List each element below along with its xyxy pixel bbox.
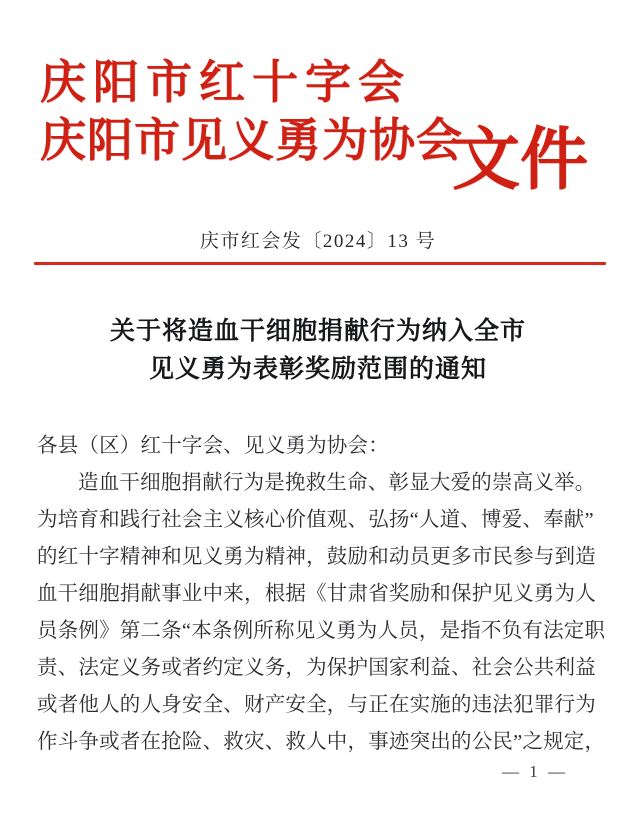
body-line: 或者他人的人身安全、财产安全，与正在实施的违法犯罪行为 — [37, 694, 596, 716]
letterhead-org-line-1: 庆阳市红十字会 — [40, 57, 411, 108]
title-line-2: 见义勇为表彰奖励范围的通知 — [148, 356, 487, 383]
body-line: 血干细胞捐献事业中来，根据《甘肃省奖励和保护见义勇为人 — [37, 583, 596, 605]
body-line: 作斗争或者在抢险、救灾、救人中，事迹突出的公民”之规定， — [37, 731, 606, 753]
page-number: — 1 — — [502, 762, 568, 781]
document-number: 庆市红会发〔2024〕13 号 — [199, 231, 437, 252]
body-line: 为培育和践行社会主义核心价值观、弘扬“人道、博爱、奉献” — [37, 509, 594, 531]
red-separator-rule — [34, 262, 606, 265]
letterhead-org-line-2: 庆阳市见义勇为协会 — [40, 115, 463, 166]
body-line: 的红十字精神和见义勇为精神，鼓励和动员更多市民参与到造 — [37, 546, 596, 568]
body-line: 造血干细胞捐献行为是挽救生命、彰显大爱的崇高义举。 — [78, 472, 596, 494]
page-title — [0, 313, 636, 389]
body-line: 责、法定义务或者约定义务，为保护国家利益、社会公共利益 — [37, 657, 596, 679]
body-line: 员条例》第二条“本条例所称见义勇为人员，是指不负有法定职 — [37, 620, 606, 642]
document-body — [37, 428, 606, 761]
body-salutation: 各县（区）红十字会、见义勇为协会： — [37, 435, 389, 457]
title-line-1: 关于将造血干细胞捐献行为纳入全市 — [109, 318, 526, 345]
letterhead — [0, 52, 636, 198]
letterhead-doc-type: 文件 — [452, 122, 589, 198]
